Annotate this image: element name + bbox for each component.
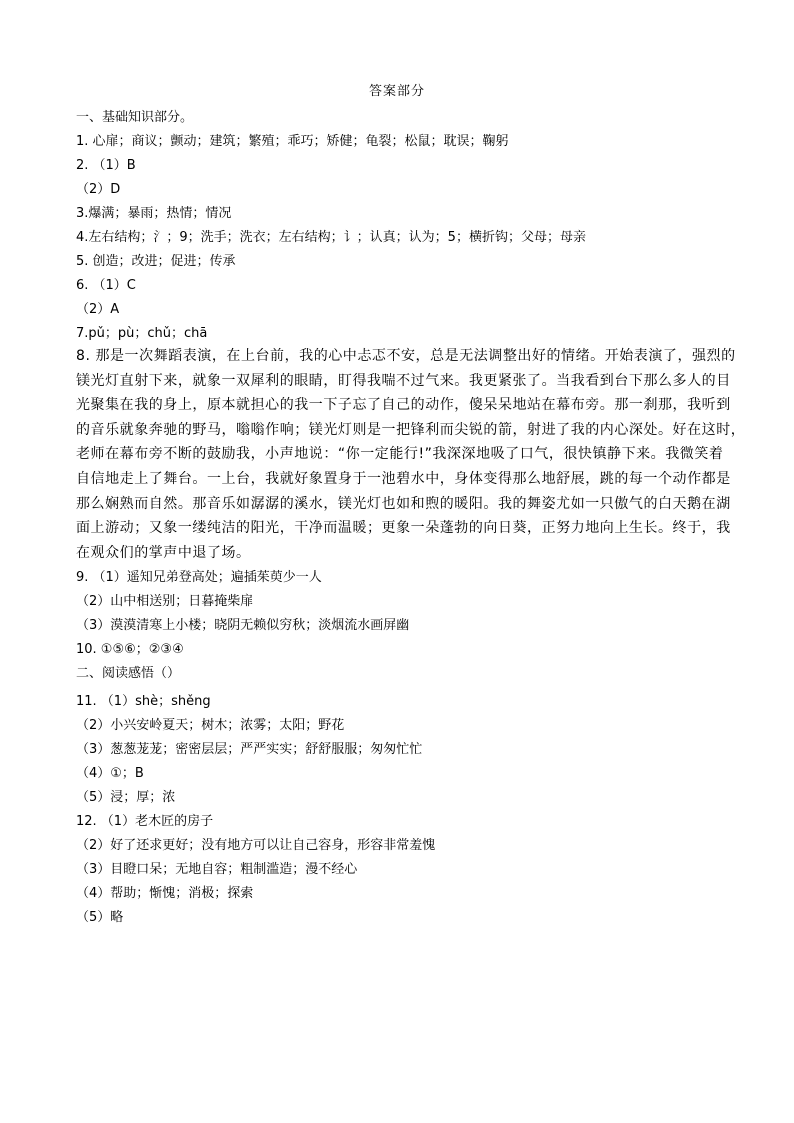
section-heading-reading: 二、阅读感悟（） (76, 666, 181, 682)
essay-line: 镁光灯直射下来，就象一双犀利的眼睛，盯得我喘不过气来。我更紧张了。当我看到台下那么多人的目 (76, 372, 731, 389)
essay-line: 自信地走上了舞台。一上台，我就好象置身于一池碧水中，身体变得那么地舒展，跳的每一个动作都是 (76, 470, 731, 487)
answer-9-1: 9. （1）遥知兄弟登高处；遍插茱萸少一人 (76, 570, 322, 586)
answer-6-2: （2）A (76, 302, 120, 317)
answer-12-4: （4）帮助；惭愧；消极；探索 (76, 886, 254, 902)
answer-11-4: （4）①；B (76, 766, 144, 782)
essay-line: 那么娴熟而自然。那音乐如潺潺的溪水，镁光灯也如和煦的暖阳。我的舞姿尤如一只傲气的白天鹅在湖 (76, 495, 731, 512)
answer-7: 7.pǔ；pù；chǔ；chā (76, 326, 208, 341)
answer-8-essay (76, 344, 746, 565)
answer-4: 4.左右结构；氵；9；洗手；洗衣；左右结构；讠；认真；认为；5；横折钩；父母；母亲 (76, 230, 586, 245)
answer-12-2: （2）好了还求更好；没有地方可以让自己容身，形容非常羞愧 (76, 838, 436, 854)
answer-11-3: （3）葱葱茏茏；密密层层；严严实实；舒舒服服；匆匆忙忙 (76, 742, 423, 758)
page-title: 答案部分 (368, 84, 425, 99)
answer-1: 1. 心扉；商议；颤动；建筑；繁殖；乖巧；矫健；龟裂；松鼠；耽误；鞠躬 (76, 134, 509, 149)
answer-2-1: 2. （1）B (76, 158, 136, 173)
answer-5: 5. 创造；改进；促进；传承 (76, 254, 236, 269)
essay-line: 的音乐就象奔驰的野马，嗡嗡作响；镁光灯则是一把锋利而尖锐的箭，射进了我的内心深处。好在这时， (76, 421, 746, 438)
answer-11-2: （2）小兴安岭夏天；树木；浓雾；太阳；野花 (76, 718, 345, 734)
answer-11-5: （5）浸；厚；浓 (76, 790, 176, 806)
answer-content (76, 110, 746, 926)
essay-line: 面上游动；又象一缕纯洁的阳光，干净而温暖；更象一朵蓬勃的向日葵，正努力地向上生长。终于，我 (76, 520, 731, 537)
essay-line: 老师在幕布旁不断的鼓励我，小声地说：“你一定能行!”我深深地吸了口气，很快镇静下来。我微笑着 (76, 446, 724, 463)
essay-line: 8. 那是一次舞蹈表演，在上台前，我的心中忐忑不安，总是无法调整出好的情绪。开始表演了，强烈的 (76, 348, 736, 364)
answer-11-1: 11. （1）shè；shěng (76, 694, 211, 710)
section-heading-basic: 一、基础知识部分。 (76, 110, 194, 125)
essay-line: 光聚集在我的身上，原本就担心的我一下子忘了自己的动作，傻呆呆地站在幕布旁。那一刹那，我听到 (76, 397, 731, 414)
answer-12-5: （5）略 (76, 910, 124, 926)
essay-line: 在观众们的掌声中退了场。 (76, 544, 251, 561)
answer-6-1: 6. （1）C (76, 278, 136, 293)
answer-9-3: （3）漠漠清寒上小楼；晓阴无赖似穷秋；淡烟流水画屏幽 (76, 618, 410, 634)
answer-12-1: 12. （1）老木匠的房子 (76, 814, 214, 830)
answer-2-2: （2）D (76, 182, 121, 197)
answer-3: 3.爆满；暴雨；热情；情况 (76, 206, 232, 221)
answer-12-3: （3）目瞪口呆；无地自容；粗制滥造；漫不经心 (76, 862, 358, 878)
answer-10: 10. ①⑤⑥；②③④ (76, 642, 184, 658)
answer-9-2: （2）山中相送别；日暮掩柴扉 (76, 594, 254, 610)
